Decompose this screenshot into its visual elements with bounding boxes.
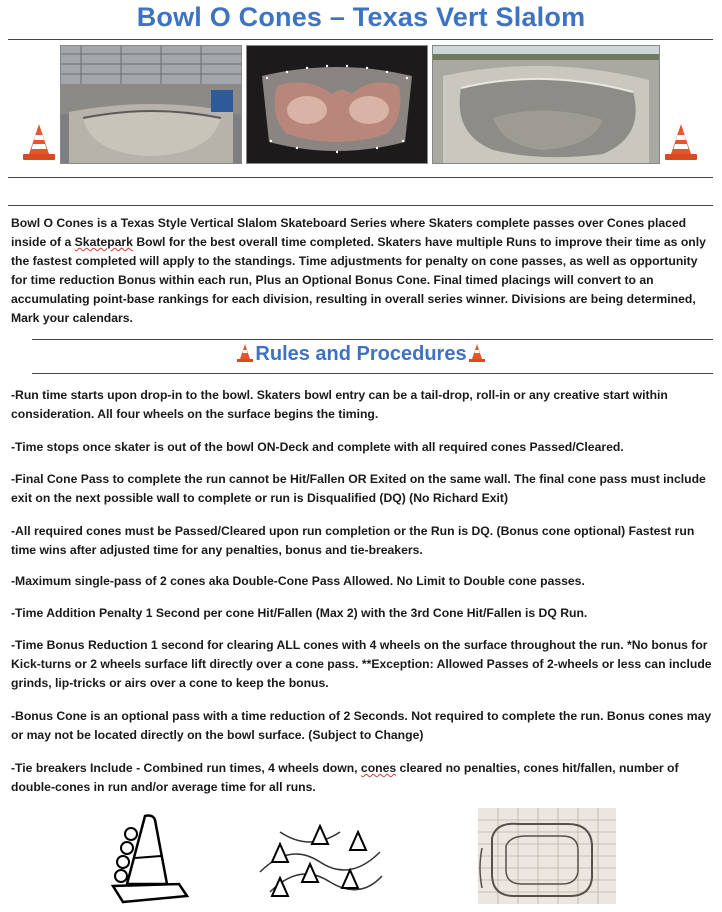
rule-item: -Bonus Cone is an optional pass with a time reduction of 2 Seconds. Not required to complete the run. Bonus cones may or may not be located directly on the bowl surface. (Subject to Change) bbox=[11, 709, 712, 742]
rules-heading: Rules and Procedures bbox=[0, 343, 722, 366]
rule-item: -Time stops once skater is out of the bowl ON-Deck and complete with all required cones Passed/Cleared. bbox=[11, 440, 624, 454]
section-divider-top bbox=[32, 339, 713, 340]
traffic-cone-icon bbox=[20, 122, 58, 162]
outdoor-bowl-photo bbox=[432, 45, 660, 164]
bowl-plan-sketch bbox=[478, 808, 616, 904]
page-title: Bowl O Cones – Texas Vert Slalom bbox=[136, 2, 586, 32]
photo-divider-top bbox=[8, 177, 713, 178]
tie-breaker-rule: -Tie breakers Include - Combined run times, 4 wheels down, cones cleared no penalties, cones hit/fallen, number of double-cones in run and/or average time for all runs. bbox=[11, 761, 679, 794]
traffic-cone-icon bbox=[662, 122, 700, 162]
rule-item: -Time Addition Penalty 1 Second per cone Hit/Fallen (Max 2) with the 3rd Cone Hit/Fallen is DQ Run. bbox=[11, 606, 588, 620]
cone-sketch bbox=[105, 810, 195, 906]
spellcheck-word: cones bbox=[360, 761, 397, 775]
night-bowl-aerial-photo bbox=[246, 45, 428, 164]
intro-paragraph: Bowl O Cones is a Texas Style Vertical Slalom Skateboard Series where Skaters complete passes over Cones placed inside of a Skatepark Bowl for the best overall time completed. Skaters have multiple Runs to improve their time as only the fastest completed will apply to the standings. Time adjustments for penalty on cone passes, as well as opportunity for time reduction Bonus within each run, Plus an Optional Bonus Cone. Final timed placings will convert to an accumulating point-base rankings for each division, resulting in overall series winner. Divisions are being determined, Mark your calendars. bbox=[11, 216, 706, 325]
traffic-cone-icon bbox=[467, 343, 487, 363]
rule-item: -Final Cone Pass to complete the run cannot be Hit/Fallen OR Exited on the same wall. The final cone pass must include exit on the next possible wall to complete or run is Disqualified (DQ) (No Richard Exit) bbox=[11, 472, 706, 505]
indoor-bowl-photo bbox=[60, 45, 242, 164]
spellcheck-word: Skatepark bbox=[74, 235, 133, 249]
photo-divider-bottom bbox=[8, 205, 713, 206]
rule-item: -Time Bonus Reduction 1 second for clearing ALL cones with 4 wheels on the surface throughout the run. *No bonus for Kick-turns or 2 wheels surface lift directly over a cone pass. **Exception: Allowed Passes of 2-wheels or less can include grinds, lip-tricks or airs over a cone to keep the bonus. bbox=[11, 638, 712, 690]
rule-item: -All required cones must be Passed/Cleared upon run completion or the Run is DQ. (Bonus cone optional) Fastest run time wins after adjusted time for any penalties, bonus and tie-breakers. bbox=[11, 524, 695, 557]
rule-item: -Maximum single-pass of 2 cones aka Double-Cone Pass Allowed. No Limit to Double cone passes. bbox=[11, 574, 585, 588]
rule-item: -Run time starts upon drop-in to the bowl. Skaters bowl entry can be a tail-drop, roll-in or any creative start within consideration. All four wheels on the surface begins the timing. bbox=[11, 388, 668, 421]
section-divider-bottom bbox=[32, 373, 713, 374]
traffic-cone-icon bbox=[235, 343, 255, 363]
title-divider bbox=[8, 39, 713, 40]
cones-pattern-sketch bbox=[250, 812, 390, 906]
